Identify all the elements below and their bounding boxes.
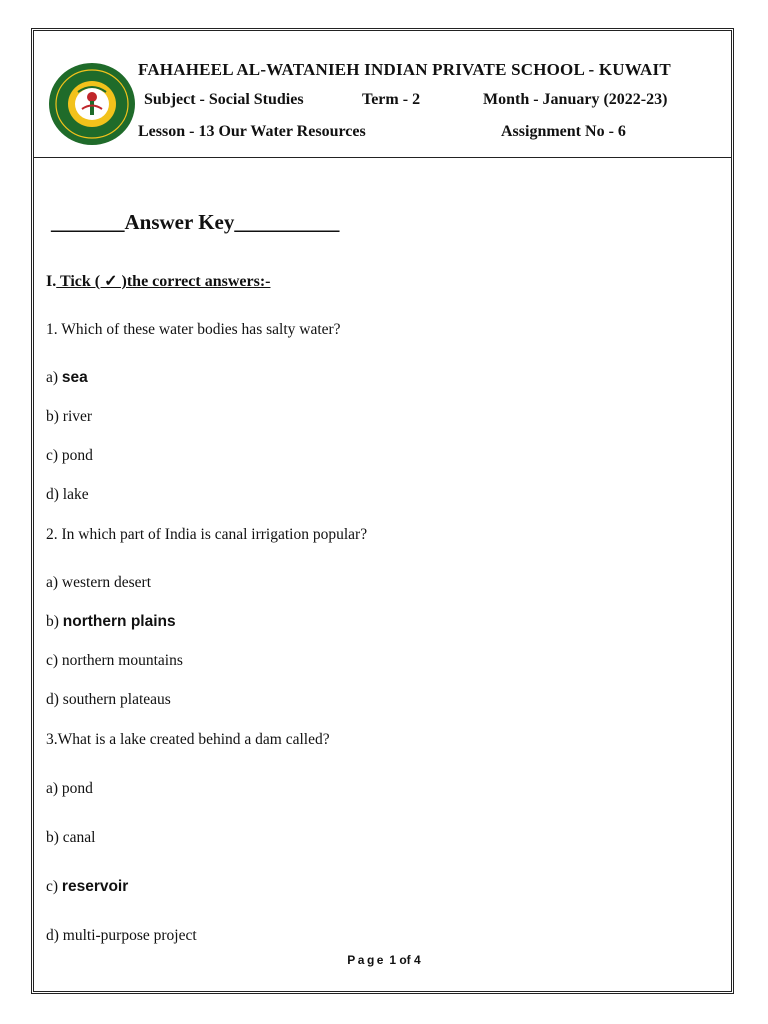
question-text: 3.What is a lake created behind a dam called? — [46, 731, 330, 748]
school-name: FAHAHEEL AL-WATANIEH INDIAN PRIVATE SCHOOL - KUWAIT — [138, 60, 671, 79]
option-text: northern mountains — [61, 652, 183, 669]
answer-option — [46, 408, 92, 426]
section-instruction: Tick ( ✓ )the correct answers:- — [56, 273, 271, 290]
option-prefix: d) — [46, 691, 63, 708]
answer-option — [46, 829, 96, 847]
month-label: Month - January (2022-23) — [483, 91, 668, 108]
option-prefix: c) — [46, 447, 62, 464]
option-prefix: d) — [46, 486, 63, 503]
option-prefix: c) — [46, 652, 62, 669]
question-text: 1. Which of these water bodies has salty water? — [46, 321, 341, 338]
option-text: reservoir — [61, 878, 129, 895]
option-prefix: a) — [46, 780, 62, 797]
option-prefix: b) — [46, 829, 63, 846]
question-text: 2. In which part of India is canal irrigation popular? — [46, 526, 368, 543]
option-prefix: a) — [46, 369, 62, 386]
option-prefix: a) — [46, 574, 62, 591]
option-text: pond — [61, 780, 93, 797]
page-total: 4 — [414, 953, 421, 967]
answer-option — [46, 780, 93, 798]
option-text: river — [62, 408, 93, 425]
option-prefix: b) — [46, 408, 63, 425]
option-prefix: d) — [46, 927, 63, 944]
section-heading — [46, 271, 270, 291]
option-text: western desert — [61, 574, 152, 591]
option-text: northern plains — [62, 613, 176, 630]
option-text: lake — [62, 486, 89, 503]
answer-option — [46, 486, 89, 504]
section-number: I. — [46, 273, 57, 290]
page-word: Page — [347, 953, 386, 967]
term-label: Term - 2 — [362, 91, 421, 108]
answer-option-correct — [46, 613, 176, 631]
page-border — [31, 28, 734, 994]
school-crest-logo — [48, 62, 136, 146]
answer-option-correct — [46, 369, 88, 387]
option-text: pond — [61, 447, 93, 464]
answer-option-correct — [46, 878, 128, 896]
page-title: _______Answer Key__________ — [51, 210, 340, 234]
subject-label: Subject - Social Studies — [144, 91, 304, 108]
answer-option — [46, 927, 197, 945]
page-of: of — [399, 953, 411, 967]
page-footer — [0, 953, 768, 967]
option-text: southern plateaus — [62, 691, 171, 708]
answer-option — [46, 447, 93, 465]
option-text: multi-purpose project — [62, 927, 197, 944]
assignment-label: Assignment No - 6 — [501, 123, 626, 140]
answer-option — [46, 574, 151, 592]
page-number: 1 — [389, 953, 396, 967]
answer-option — [46, 691, 171, 709]
option-text: canal — [62, 829, 96, 846]
option-prefix: b) — [46, 613, 63, 630]
lesson-label: Lesson - 13 Our Water Resources — [138, 123, 366, 140]
answer-option — [46, 652, 183, 670]
option-prefix: c) — [46, 878, 62, 895]
option-text: sea — [61, 369, 88, 386]
